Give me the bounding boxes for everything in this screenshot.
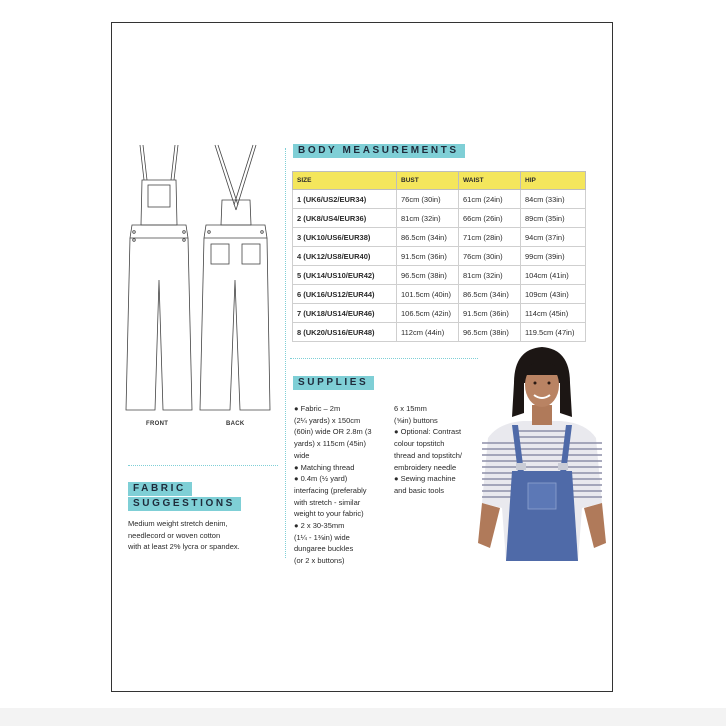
supplies-line: ● Fabric – 2m <box>294 404 341 413</box>
table-row <box>293 209 586 228</box>
column-header: SIZE <box>293 172 397 190</box>
supplies-heading: SUPPLIES <box>293 376 374 390</box>
supplies-line: thread and topstitch/ <box>394 450 462 460</box>
waist-cell: 66cm (26in) <box>459 209 521 228</box>
table-row <box>293 323 586 342</box>
supplies-line: (or 2 x buttons) <box>294 556 345 566</box>
table-row <box>293 190 586 209</box>
supplies-line: (60in) wide OR 2.8m (3 <box>294 427 372 437</box>
supplies-line: interfacing (preferably <box>294 485 367 495</box>
front-label: FRONT <box>146 421 169 427</box>
table-row <box>293 228 586 247</box>
waist-cell: 91.5cm (36in) <box>459 304 521 323</box>
back-pocket-right <box>242 244 260 264</box>
hip-cell: 119.5cm (47in) <box>521 323 586 342</box>
size-cell: 4 (UK12/US8/EUR40) <box>293 247 397 266</box>
column-header: BUST <box>397 172 459 190</box>
supplies-line: ● 2 x 30-35mm <box>294 521 345 531</box>
table-header-row <box>293 172 586 190</box>
front-waistband <box>130 225 188 238</box>
size-cell: 1 (UK6/US2/EUR34) <box>293 190 397 209</box>
suggestions-heading: SUGGESTIONS <box>128 497 241 511</box>
hip-cell: 109cm (43in) <box>521 285 586 304</box>
bust-cell: 81cm (32in) <box>397 209 459 228</box>
fabric-heading: FABRIC <box>128 482 192 496</box>
supplies-line: ● Optional: Contrast <box>394 427 462 437</box>
bust-cell: 86.5cm (34in) <box>397 228 459 247</box>
divider-vertical <box>285 148 286 558</box>
bust-cell: 76cm (30in) <box>397 190 459 209</box>
column-header: HIP <box>521 172 586 190</box>
supplies-list-col2 <box>394 403 462 497</box>
size-cell: 6 (UK16/US12/EUR44) <box>293 285 397 304</box>
hip-cell: 84cm (33in) <box>521 190 586 209</box>
table-row <box>293 247 586 266</box>
supplies-line: colour topstitch <box>394 439 445 449</box>
hip-cell: 114cm (45in) <box>521 304 586 323</box>
supplies-line: (1¼ - 1⅜in) wide <box>294 532 350 542</box>
supplies-line: dungaree buckles <box>294 544 354 554</box>
back-label: BACK <box>226 421 245 427</box>
bust-cell: 112cm (44in) <box>397 323 459 342</box>
front-bib-pocket <box>148 185 170 207</box>
supplies-line: with stretch - similar <box>294 497 361 507</box>
waist-cell: 96.5cm (38in) <box>459 323 521 342</box>
supplies-line: (2¼ yards) x 150cm <box>294 415 361 425</box>
hip-cell: 89cm (35in) <box>521 209 586 228</box>
bust-cell: 101.5cm (40in) <box>397 285 459 304</box>
hip-cell: 94cm (37in) <box>521 228 586 247</box>
size-cell: 5 (UK14/US10/EUR42) <box>293 266 397 285</box>
supplies-line: yards) x 115cm (45in) <box>294 439 366 449</box>
supplies-line: (⅝in) buttons <box>394 415 438 425</box>
back-waistband <box>204 225 267 238</box>
size-cell: 8 (UK20/US16/EUR48) <box>293 323 397 342</box>
supplies-line: 6 x 15mm <box>394 404 427 413</box>
waist-cell: 81cm (32in) <box>459 266 521 285</box>
supplies-line: and basic tools <box>394 485 445 495</box>
fabric-line: with at least 2% lycra or spandex. <box>128 542 240 551</box>
waist-cell: 71cm (28in) <box>459 228 521 247</box>
front-legs <box>126 238 192 410</box>
column-header: WAIST <box>459 172 521 190</box>
fabric-line: Medium weight stretch denim, <box>128 519 228 528</box>
dungaree-sketch <box>118 140 273 420</box>
hip-cell: 104cm (41in) <box>521 266 586 285</box>
supplies-line: weight to your fabric) <box>294 509 364 519</box>
table-row <box>293 266 586 285</box>
back-pocket-left <box>211 244 229 264</box>
supplies-line: wide <box>294 450 310 460</box>
measurements-table <box>292 171 586 342</box>
fabric-suggestions-text <box>128 518 240 553</box>
supplies-line: embroidery needle <box>394 462 457 472</box>
supplies-list-col1 <box>294 403 372 567</box>
waist-cell: 76cm (30in) <box>459 247 521 266</box>
front-strap-right <box>171 145 178 180</box>
front-strap-left <box>140 145 147 180</box>
size-cell: 2 (UK8/US4/EUR36) <box>293 209 397 228</box>
model-photo <box>478 343 606 561</box>
hip-cell: 99cm (39in) <box>521 247 586 266</box>
supplies-line: ● 0.4m (½ yard) <box>294 474 348 484</box>
body-measurements-heading: BODY MEASUREMENTS <box>293 144 465 158</box>
bust-cell: 106.5cm (42in) <box>397 304 459 323</box>
bust-cell: 91.5cm (36in) <box>397 247 459 266</box>
front-bib <box>141 180 177 225</box>
waist-cell: 86.5cm (34in) <box>459 285 521 304</box>
table-row <box>293 285 586 304</box>
size-cell: 7 (UK18/US14/EUR46) <box>293 304 397 323</box>
fabric-line: needlecord or woven cotton <box>128 530 221 540</box>
back-panel <box>221 200 251 225</box>
bust-cell: 96.5cm (38in) <box>397 266 459 285</box>
waist-cell: 61cm (24in) <box>459 190 521 209</box>
size-cell: 3 (UK10/US6/EUR38) <box>293 228 397 247</box>
supplies-line: ● Sewing machine <box>394 474 456 484</box>
divider-fabric <box>128 465 278 466</box>
table-row <box>293 304 586 323</box>
bottom-band <box>0 708 726 726</box>
supplies-line: ● Matching thread <box>294 462 355 472</box>
